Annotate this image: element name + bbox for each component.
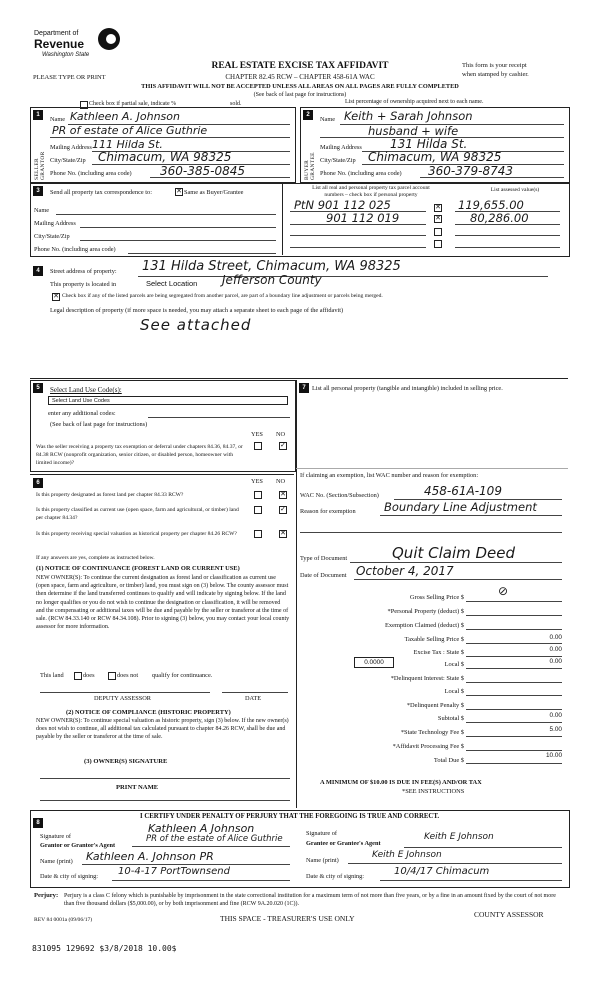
buyer-mailing[interactable]: 131 Hilda St. — [390, 137, 468, 151]
county-assessor-label: COUNTY ASSESSOR — [474, 910, 544, 919]
local-label: Local $ — [444, 661, 464, 668]
seller-name-label: Name — [50, 116, 66, 123]
county-handwritten[interactable]: Jefferson County — [222, 273, 322, 287]
segregated-label: Check box if any of the listed parcels are being segregated from another parcel, are part of a boundary line adjustment or parcels being merged. — [62, 293, 383, 299]
grantor-signature[interactable]: Kathleen A Johnson — [148, 822, 255, 835]
parcel-4-personal-checkbox[interactable] — [434, 240, 442, 248]
subtotal-label: Subtotal $ — [437, 715, 464, 722]
section-1-number: 1 — [33, 110, 43, 120]
gross-selling-price-zero[interactable]: ⊘ — [498, 584, 509, 598]
parcel-1-personal-checkbox[interactable]: ✕ — [435, 203, 441, 211]
parcel-2-personal-checkbox[interactable]: ✕ — [435, 214, 441, 222]
s3-city-label: City/State/Zip — [34, 233, 70, 240]
located-in-label: This property is located in — [50, 281, 117, 288]
ownership-note: List percentage of ownership acquired next to each name. — [345, 99, 484, 105]
wac-number[interactable]: 458-61A-109 — [424, 484, 502, 498]
if-any-yes: If any answers are yes, complete as instructed below. — [36, 555, 155, 561]
seller-mailing-label: Mailing Address — [50, 144, 92, 151]
state-tech-fee-value: 5.00 — [549, 726, 562, 733]
deputy-assessor-label: DEPUTY ASSESSOR — [94, 695, 151, 702]
recording-stamp: 831095 129692 $3/8/2018 10.00$ — [32, 944, 177, 953]
same-as-buyer-checkbox[interactable]: ✕ — [176, 187, 182, 195]
parcel-header-2: numbers – check box if personal property — [324, 192, 418, 198]
see-back: (See back of last page for instructions) — [253, 92, 347, 98]
wac-label: WAC No. (Section/Subsection) — [300, 492, 379, 499]
treasurer-use: THIS SPACE - TREASURER'S USE ONLY — [220, 914, 355, 923]
doc-type-label: Type of Document — [300, 555, 348, 562]
parcel-value-1[interactable]: 119,655.00 — [458, 198, 524, 212]
current-use-no-checkbox[interactable]: ✓ — [280, 505, 286, 513]
parcel-header-1: List all real and personal property tax parcel account — [312, 185, 430, 191]
does-checkbox[interactable] — [74, 672, 82, 680]
s5-no-checkbox[interactable]: ✓ — [280, 441, 286, 449]
enter-additional-label: enter any additional codes: — [48, 410, 116, 417]
forest-yes-checkbox[interactable] — [254, 491, 262, 499]
dor-logo — [34, 28, 124, 68]
seller-mailing[interactable]: 111 Hilda St. — [92, 138, 163, 151]
select-location-dropdown[interactable]: Select Location — [146, 279, 198, 288]
segregated-checkbox[interactable]: ✕ — [53, 292, 59, 300]
does-not-label: does not — [117, 672, 139, 679]
current-use-yes-checkbox[interactable] — [254, 506, 262, 514]
form-warning: THIS AFFIDAVIT WILL NOT BE ACCEPTED UNLESS ALL AREAS ON ALL PAGES ARE FULLY COMPLETED — [141, 83, 459, 90]
seller-name[interactable]: Kathleen A. Johnson — [70, 110, 180, 123]
parcel-number-2[interactable]: 901 112 019 — [326, 211, 400, 225]
assessor-date-label: DATE — [245, 695, 262, 702]
grantor-date-city[interactable]: 10-4-17 PortTownsend — [118, 866, 230, 877]
parcel-number-1[interactable]: PtN 901 112 025 — [294, 198, 391, 212]
buyer-side-label: BUYER GRANTEE — [304, 152, 316, 180]
buyer-name[interactable]: Keith + Sarah Johnson — [344, 109, 473, 123]
seller-phone[interactable]: 360-385-0845 — [160, 164, 246, 178]
minimum-note: A MINIMUM OF $10.00 IS DUE IN FEE(S) AND/OR TAX — [320, 779, 482, 786]
doc-date-label: Date of Document — [300, 572, 347, 579]
sold-label: sold. — [230, 101, 242, 107]
grantee-date-city[interactable]: 10/4/17 Chimacum — [394, 866, 490, 877]
grantor-sig-label-2: Grantor or Grantor's Agent — [40, 842, 116, 849]
property-street[interactable]: 131 Hilda Street, Chimacum, WA 98325 — [142, 259, 401, 274]
parcel-3-personal-checkbox[interactable] — [434, 228, 442, 236]
buyer-phone[interactable]: 360-379-8743 — [428, 164, 514, 178]
see-instructions-note: *SEE INSTRUCTIONS — [402, 788, 465, 795]
s5-no: NO — [276, 431, 286, 438]
grantor-agent-note[interactable]: PR of the estate of Alice Guthrie — [146, 834, 283, 844]
section-7-number: 7 — [299, 383, 309, 393]
delinquent-interest-local-label: Local $ — [444, 688, 464, 695]
buyer-city-label: City/State/Zip — [320, 157, 356, 164]
same-as-buyer-label: Same as Buyer/Grantee — [184, 189, 244, 196]
does-not-checkbox[interactable] — [108, 672, 116, 680]
document-date[interactable]: October 4, 2017 — [356, 564, 454, 578]
document-type[interactable]: Quit Claim Deed — [392, 544, 516, 562]
excise-state-value: 0.00 — [549, 646, 562, 653]
s3-mailing-label: Mailing Address — [34, 220, 76, 227]
section-2-number: 2 — [303, 110, 313, 120]
total-due-value: 10.00 — [546, 752, 562, 759]
section-8-number: 8 — [33, 818, 43, 828]
this-land-label: This land — [40, 672, 64, 679]
form-title: REAL ESTATE EXCISE TAX AFFIDAVIT — [211, 61, 389, 71]
rev-code: REV 84 0001a (09/06/17) — [34, 917, 93, 923]
personal-property-deduct-label: *Personal Property (deduct) $ — [387, 608, 464, 615]
parcel-value-2[interactable]: 80,286.00 — [470, 211, 529, 225]
s3-name-label: Name — [34, 207, 50, 214]
grantor-date-city-label: Date & city of signing: — [40, 873, 99, 880]
grantee-printed-name[interactable]: Keith E Johnson — [372, 850, 442, 860]
s3-phone-label: Phone No. (including area code) — [34, 246, 116, 253]
notice-compliance-body: NEW OWNER(S): To continue special valuation as historic property, sign (3) below. If the new owner(s) does not wish to continue, all additional tax calculated pursuant to chapter 84.26 RCW, shall be due and payable by the seller or transferor at the time of sale. — [36, 718, 289, 741]
exemption-claim-label: If claiming an exemption, list WAC number and reason for exemption: — [300, 472, 479, 479]
grantee-sig-label-1: Signature of — [306, 830, 337, 837]
partial-sale-label: Check box if partial sale, indicate % — [89, 101, 177, 107]
street-label: Street address of property: — [50, 268, 117, 275]
seller-city[interactable]: Chimacum, WA 98325 — [98, 150, 232, 164]
forest-land-question: Is this property designated as forest land per chapter 84.33 RCW? — [36, 492, 184, 498]
exemption-question: Was the seller receiving a property tax exemption or deferral under chapters 84.36, 84.37, or 84.38 RCW (nonprofit organization, senior citizen, or disabled person, homeowner with limited income)? — [36, 444, 243, 466]
local-value: 0.00 — [549, 658, 562, 665]
forest-no-checkbox[interactable]: ✕ — [280, 490, 286, 498]
legal-description[interactable]: See attached — [140, 316, 252, 334]
s5-yes-checkbox[interactable] — [254, 442, 262, 450]
qualify-label: qualify for continuance. — [152, 672, 213, 679]
excise-state-label: Excise Tax : State $ — [413, 649, 464, 656]
current-use-question: Is this property classified as current use (open space, farm and agricultural, or timber) land per chapter 84.34? — [36, 507, 239, 521]
land-use-dropdown[interactable]: Select Land Use Codes — [48, 396, 288, 405]
buyer-name-label: Name — [320, 116, 336, 123]
personal-property-label: List all personal property (tangible and intangible) included in selling price. — [312, 385, 503, 392]
receipt-note-1: This form is your receipt — [462, 62, 527, 69]
grantee-sig-label-2: Grantee or Grantee's Agent — [306, 840, 381, 847]
gross-selling-price-label: Gross Selling Price $ — [409, 594, 464, 601]
s6-yes: YES — [251, 478, 263, 485]
certify-statement: I CERTIFY UNDER PENALTY OF PERJURY THAT THE FOREGOING IS TRUE AND CORRECT. — [140, 813, 440, 820]
taxable-selling-price-value: 0.00 — [549, 634, 562, 641]
grantor-sig-label-1: Signature of — [40, 833, 71, 840]
section-6-number: 6 — [33, 478, 43, 488]
s5-see-back: (See back of last page for instructions) — [50, 421, 148, 428]
send-correspondence-label: Send all property tax correspondence to: — [50, 189, 152, 196]
owner-signature-label: (3) OWNER(S) SIGNATURE — [84, 758, 168, 765]
seller-city-label: City/State/Zip — [50, 157, 86, 164]
seller-side-label: SELLER GRANTOR — [34, 151, 46, 180]
exemption-claimed-label: Exemption Claimed (deduct) $ — [385, 622, 464, 629]
dept-line1: Department of — [34, 30, 79, 37]
grantee-name-label: Name (print) — [306, 857, 339, 864]
total-due-label: Total Due $ — [433, 757, 464, 764]
s5-yes: YES — [251, 431, 263, 438]
state-tech-fee-label: *State Technology Fee $ — [400, 729, 464, 736]
does-label: does — [83, 672, 95, 679]
delinquent-penalty-label: *Delinquent Penalty $ — [406, 702, 464, 709]
exemption-reason[interactable]: Boundary Line Adjustment — [384, 500, 537, 514]
grantee-signature[interactable]: Keith E Johnson — [424, 832, 494, 842]
assessed-header: List assessed value(s) — [490, 187, 540, 193]
reason-label: Reason for exemption — [300, 508, 356, 515]
dept-line2: Revenue — [34, 37, 85, 51]
please-type: PLEASE TYPE OR PRINT — [33, 74, 106, 81]
s6-no: NO — [276, 478, 286, 485]
seller-name-line2[interactable]: PR of estate of Alice Guthrie — [52, 124, 208, 137]
affidavit-fee-label: *Affidavit Processing Fee $ — [392, 743, 464, 750]
section-5-number: 5 — [33, 383, 43, 393]
legal-desc-label: Legal description of property (if more space is needed, you may attach a separate sheet to each page of the affidavit) — [50, 307, 344, 314]
dept-line3: Washington State — [42, 52, 90, 58]
perjury-label: Perjury: — [34, 892, 59, 899]
buyer-phone-label: Phone No. (including area code) — [320, 170, 402, 177]
historic-question: Is this property receiving special valuation as historical property per chapter 84.26 RCW? — [36, 531, 237, 537]
grantor-name-label: Name (print) — [40, 858, 73, 865]
buyer-city[interactable]: Chimacum, WA 98325 — [368, 150, 502, 164]
seller-phone-label: Phone No. (including area code) — [50, 170, 132, 177]
notice-compliance-title: (2) NOTICE OF COMPLIANCE (HISTORIC PROPERTY) — [66, 709, 231, 716]
grantor-printed-name[interactable]: Kathleen A. Johnson PR — [86, 850, 214, 863]
buyer-mailing-label: Mailing Address — [320, 144, 362, 151]
section-4-number: 4 — [33, 266, 43, 276]
notice-continuance-title: (1) NOTICE OF CONTINUANCE (FOREST LAND OR CURRENT USE) — [36, 565, 240, 572]
subtotal-value: 0.00 — [549, 712, 562, 719]
historic-yes-checkbox[interactable] — [254, 530, 262, 538]
select-land-use-label: Select Land Use Code(s): — [50, 386, 122, 394]
perjury-text: Perjury is a class C felony which is punishable by imprisonment in the state correctional institution for a maximum term of not more than five years, or by a fine in an amount fixed by the court of not more than five thousand dollars ($5,000.00), or by both imprisonment and fine (RCW 9A.20.020 (1C)). — [64, 893, 556, 907]
grantee-date-city-label: Date & city of signing: — [306, 873, 365, 880]
local-rate-box[interactable]: 0.0000 — [354, 657, 394, 668]
print-name-label: PRINT NAME — [116, 784, 159, 791]
buyer-name-line2[interactable]: husband + wife — [368, 124, 459, 138]
historic-no-checkbox[interactable]: ✕ — [280, 529, 286, 537]
delinquent-interest-state-label: *Delinquent Interest: State $ — [390, 675, 464, 682]
section-3-number: 3 — [33, 186, 43, 196]
receipt-note-2: when stamped by cashier. — [462, 71, 529, 78]
taxable-selling-price-label: Taxable Selling Price $ — [404, 636, 464, 643]
form-chapters: CHAPTER 82.45 RCW – CHAPTER 458-61A WAC — [225, 73, 375, 81]
notice-continuance-body: NEW OWNER(S): To continue the current designation as forest land or classification as current use (open space, farm and agriculture, or timber) land, you must sign on (3) below. The county assessor must then determine if the land transferred continues to qualify and will indicate by signing below. If the land no longer qualifies or you do not wish to continue the designation or classification, it will be removed and the compensating or additional taxes will be due and payable by the seller or transferor at the time of sale. (RCW 84.33.140 or RCW 84.34.108). Prior to signing (3) below, you may contact your local county assessor for more information. — [36, 575, 290, 631]
